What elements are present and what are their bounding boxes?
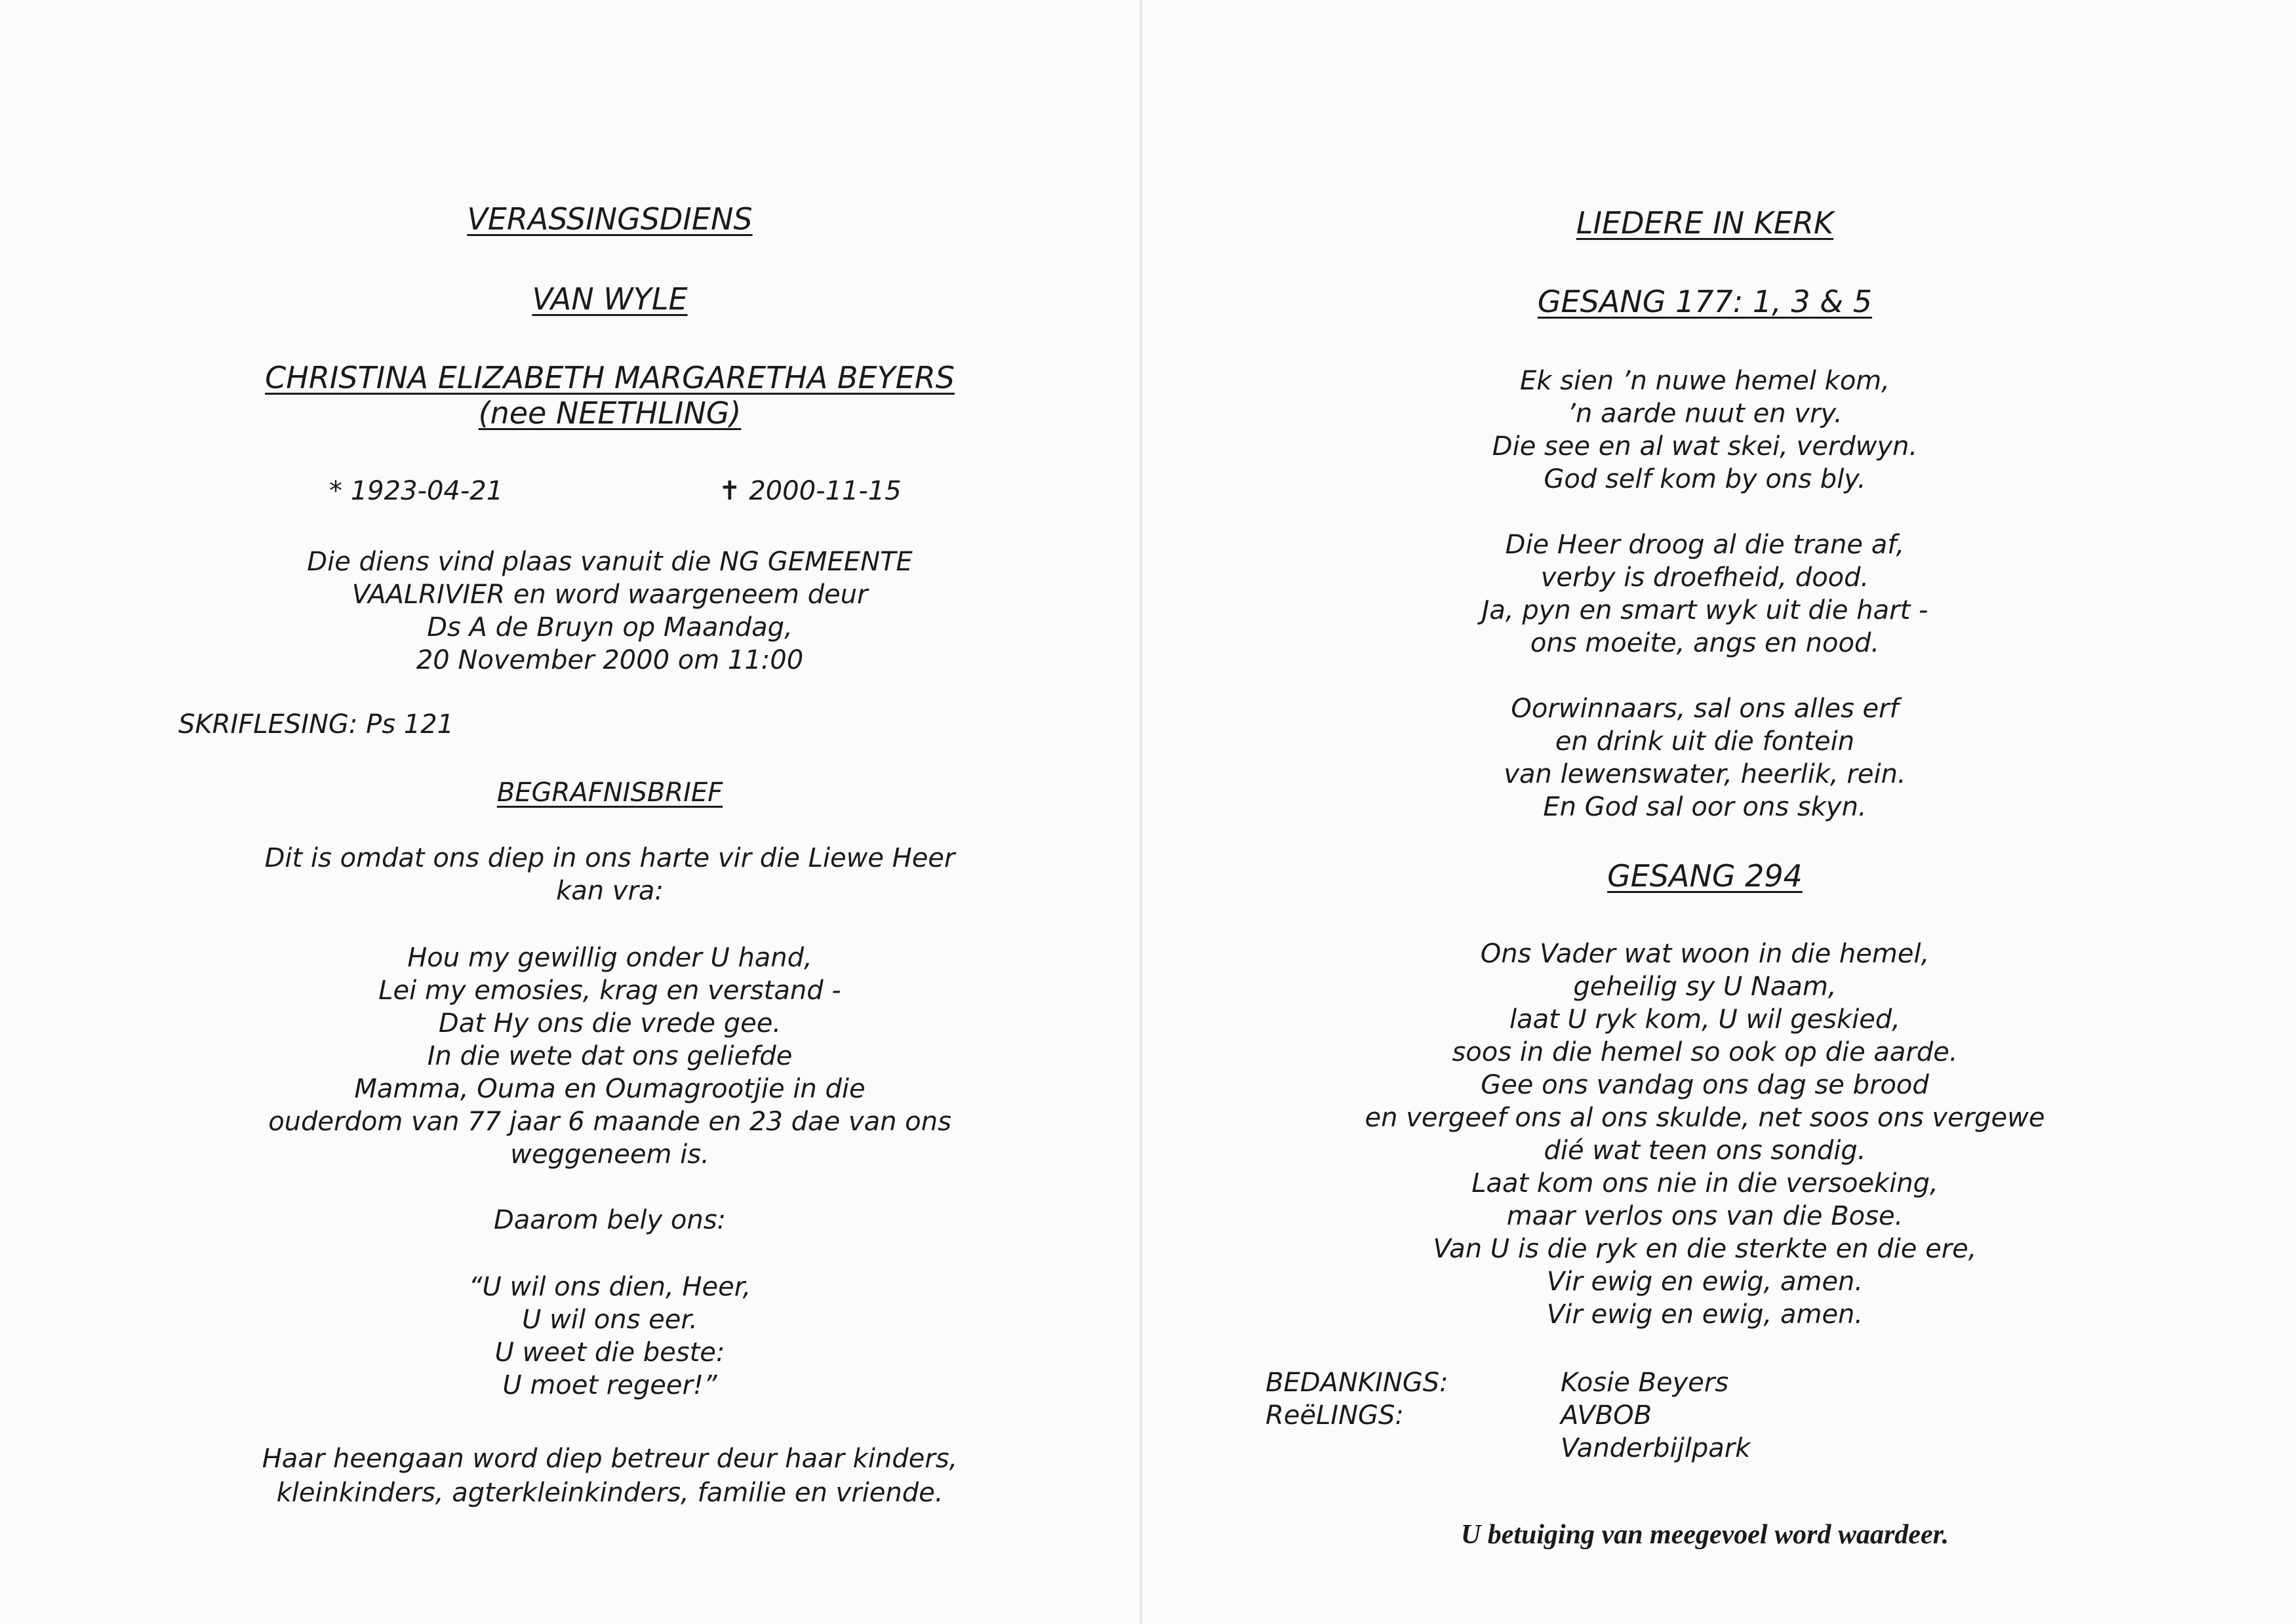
therefore-line: Daarom bely ons: xyxy=(493,1205,727,1235)
hymn-line: Laat kom ons nie in die versoeking, xyxy=(1471,1168,1938,1198)
hymn-line: En God sal oor ons skyn. xyxy=(1543,792,1867,822)
hymn-line: en vergeef ons al ons skulde, net soos ons vergewe xyxy=(1365,1103,2045,1133)
mourned-line: Haar heengaan word diep betreur deur haar kinders, xyxy=(262,1444,958,1474)
hymn-line: Ons Vader wat woon in die hemel, xyxy=(1480,939,1930,969)
prayer-line: Dat Hy ons die vrede gee. xyxy=(438,1008,782,1039)
hymn-line: dié wat teen ons sondig. xyxy=(1544,1136,1866,1166)
service-line: Die diens vind plaas vanuit die NG GEMEENTE xyxy=(307,547,913,577)
hymn-line: ons moeite, angs en nood. xyxy=(1530,628,1880,658)
hymn-line: Oorwinnaars, sal ons alles erf xyxy=(1511,694,1899,724)
hymn-line: geheilig sy U Naam, xyxy=(1573,972,1837,1002)
prayer-line: weggeneem is. xyxy=(510,1139,709,1170)
birth-date: * 1923-04-21 xyxy=(329,476,504,506)
hymn-line: verby is droefheid, dood. xyxy=(1540,563,1869,593)
hymns-title: LIEDERE IN KERK xyxy=(1576,205,1834,241)
hymn-line: Ek sien ’n nuwe hemel kom, xyxy=(1520,366,1890,396)
hymn-line: Van U is die ryk en die sterkte en die ere, xyxy=(1433,1234,1977,1264)
hymn-line: Vir ewig en ewig, amen. xyxy=(1546,1299,1864,1330)
intro-line: Dit is omdat ons diep in ons harte vir die Liewe Heer xyxy=(264,843,955,873)
deceased-name: CHRISTINA ELIZABETH MARGARETHA BEYERS xyxy=(265,360,955,395)
arrangements-value: AVBOB xyxy=(1561,1400,1652,1431)
prayer-line: Hou my gewillig onder U hand, xyxy=(407,943,812,973)
hymn-line: God self kom by ons bly. xyxy=(1544,464,1866,494)
hymn-line: maar verlos ons van die Bose. xyxy=(1506,1201,1904,1231)
service-line: 20 November 2000 om 11:00 xyxy=(416,645,804,675)
thanks-value: Kosie Beyers xyxy=(1561,1368,1729,1398)
mourned-line: kleinkinders, agterkleinkinders, familie en vriende. xyxy=(276,1478,944,1508)
death-date: ✝ 2000-11-15 xyxy=(719,476,902,506)
creed-line: U wil ons eer. xyxy=(522,1305,698,1335)
hymn-line: en drink uit die fontein xyxy=(1555,726,1855,757)
service-subtitle: VAN WYLE xyxy=(532,281,688,317)
hymn-line: Die see en al wat skei, verdwyn. xyxy=(1492,431,1918,462)
hymn-line: soos in die hemel so ook op die aarde. xyxy=(1452,1037,1958,1067)
service-title: VERASSINGSDIENS xyxy=(467,201,753,237)
prayer-line: In die wete dat ons geliefde xyxy=(427,1041,793,1071)
arrangements-label: ReëLINGS: xyxy=(1266,1400,1404,1431)
prayer-line: Mamma, Ouma en Oumagrootjie in die xyxy=(354,1074,866,1104)
service-line: Ds A de Bruyn op Maandag, xyxy=(427,612,793,643)
prayer-line: Lei my emosies, krag en verstand - xyxy=(378,976,841,1006)
service-line: VAALRIVIER en word waargeneem deur xyxy=(351,580,868,610)
hymn-294-title: GESANG 294 xyxy=(1607,858,1803,894)
hymn-line: Gee ons vandag ons dag se brood xyxy=(1481,1070,1929,1100)
arrangements-place: Vanderbijlpark xyxy=(1561,1433,1751,1463)
hymn-line: Ja, pyn en smart wyk uit die hart - xyxy=(1481,595,1928,625)
page-fold xyxy=(1140,0,1142,1624)
hymn-line: ’n aarde nuut en vry. xyxy=(1567,399,1843,429)
hymn-line: laat U ryk kom, U wil geskied, xyxy=(1509,1004,1901,1035)
maiden-name: (nee NEETHLING) xyxy=(478,395,742,431)
scripture-reading: SKRIFLESING: Ps 121 xyxy=(178,709,454,740)
creed-line: “U wil ons dien, Heer, xyxy=(468,1272,751,1302)
intro-line: kan vra: xyxy=(556,876,664,906)
hymn-177-title: GESANG 177: 1, 3 & 5 xyxy=(1537,284,1873,319)
letter-heading: BEGRAFNISBRIEF xyxy=(496,778,723,808)
hymn-line: van lewenswater, heerlik, rein. xyxy=(1504,759,1906,789)
creed-line: U moet regeer!” xyxy=(502,1370,717,1400)
prayer-line: ouderdom van 77 jaar 6 maande en 23 dae van ons xyxy=(268,1107,951,1137)
hymn-line: Vir ewig en ewig, amen. xyxy=(1546,1267,1864,1297)
creed-line: U weet die beste: xyxy=(494,1337,725,1368)
thanks-label: BEDANKINGS: xyxy=(1266,1368,1448,1398)
closing-line: U betuiging van meegevoel word waardeer. xyxy=(1460,1520,1949,1550)
hymn-line: Die Heer droog al die trane af, xyxy=(1505,530,1905,560)
